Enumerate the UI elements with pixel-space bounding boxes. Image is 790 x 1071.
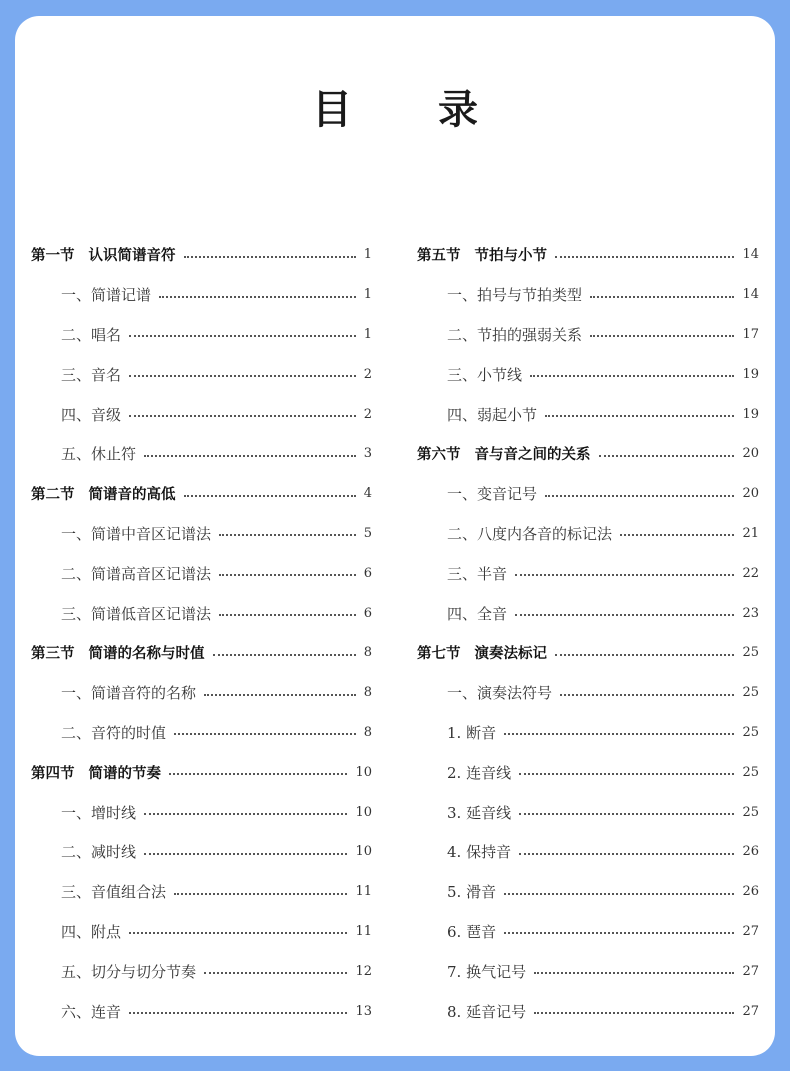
- toc-subsection-entry[interactable]: [31, 872, 372, 912]
- dot-leader: [169, 773, 347, 775]
- page-title: 目 录: [312, 87, 514, 133]
- toc-subsection-entry[interactable]: [31, 354, 372, 394]
- page-number: 25: [742, 764, 759, 780]
- toc-subsection-entry[interactable]: [31, 394, 372, 434]
- entry-title: 4. 保持音: [447, 843, 512, 862]
- toc-subsection-entry[interactable]: [31, 713, 372, 753]
- page-number: 10: [355, 764, 372, 780]
- dot-leader: [219, 534, 356, 536]
- entry-title: 7. 换气记号: [447, 962, 527, 981]
- dot-leader: [555, 654, 734, 656]
- page-number: 11: [355, 923, 372, 939]
- page-number: 13: [355, 1003, 372, 1019]
- dot-leader: [129, 335, 356, 337]
- dot-leader: [144, 455, 356, 457]
- dot-leader: [599, 455, 735, 457]
- toc-subsection-entry[interactable]: [31, 514, 372, 554]
- toc-subsection-entry[interactable]: [31, 951, 372, 991]
- entry-title: 三、音值组合法: [61, 883, 167, 902]
- dot-leader: [545, 415, 734, 417]
- page-number: 1: [363, 287, 372, 303]
- toc-section-entry[interactable]: [31, 752, 372, 792]
- entry-title: 二、唱名: [61, 325, 122, 344]
- toc-left-column: [31, 235, 372, 1031]
- entry-title: 二、减时线: [61, 843, 137, 862]
- page-number: 21: [742, 525, 759, 541]
- entry-title: 演奏法标记: [474, 646, 547, 663]
- toc-section-entry[interactable]: [31, 633, 372, 673]
- page-number: 17: [742, 326, 759, 342]
- entry-title: 二、八度内各音的标记法: [447, 524, 613, 543]
- page-number: 1: [363, 326, 372, 342]
- dot-leader: [534, 972, 734, 974]
- entry-title: 一、增时线: [61, 803, 137, 822]
- page-number: 25: [742, 685, 759, 701]
- dot-leader: [144, 813, 347, 815]
- entry-title: 三、半音: [447, 564, 508, 583]
- dot-leader: [515, 614, 734, 616]
- section-number: 第六节: [417, 447, 461, 464]
- page-number: 14: [742, 247, 759, 263]
- entry-title: 8. 延音记号: [447, 1002, 527, 1021]
- toc-subsection-entry[interactable]: [31, 553, 372, 593]
- dot-leader: [129, 932, 347, 934]
- toc-right-column: [417, 235, 759, 1031]
- dot-leader: [545, 495, 734, 497]
- toc-subsection-entry[interactable]: [417, 553, 759, 593]
- toc-subsection-entry[interactable]: [31, 991, 372, 1031]
- entry-title: 一、演奏法符号: [447, 684, 553, 703]
- page-number: 11: [355, 884, 372, 900]
- toc-page: [15, 16, 775, 1056]
- page-number: 27: [742, 923, 759, 939]
- entry-title: 5. 滑音: [447, 883, 497, 902]
- page-number: 20: [742, 486, 759, 502]
- page-number: 23: [742, 605, 759, 621]
- page-number: 2: [363, 406, 372, 422]
- section-number: 第一节: [31, 248, 75, 265]
- page-number: 25: [742, 804, 759, 820]
- entry-title: 认识简谱音符: [88, 248, 176, 265]
- entry-title: 四、弱起小节: [447, 405, 538, 424]
- toc-subsection-entry[interactable]: [31, 593, 372, 633]
- page-number: 3: [363, 446, 372, 462]
- page-number: 6: [363, 605, 372, 621]
- toc-subsection-entry[interactable]: [31, 792, 372, 832]
- toc-subsection-entry[interactable]: [417, 912, 759, 952]
- dot-leader: [590, 335, 734, 337]
- dot-leader: [159, 296, 356, 298]
- dot-leader: [590, 296, 734, 298]
- toc-subsection-entry[interactable]: [417, 872, 759, 912]
- dot-leader: [184, 495, 356, 497]
- toc-section-entry[interactable]: [31, 474, 372, 514]
- page-number: 27: [742, 963, 759, 979]
- toc-subsection-entry[interactable]: [31, 673, 372, 713]
- page-number: 10: [355, 844, 372, 860]
- page-number: 1: [363, 247, 372, 263]
- section-number: 第五节: [417, 248, 461, 265]
- toc-subsection-entry[interactable]: [417, 673, 759, 713]
- entry-title: 6. 琶音: [447, 922, 497, 941]
- toc-section-entry[interactable]: [31, 235, 372, 275]
- dot-leader: [129, 415, 356, 417]
- toc-subsection-entry[interactable]: [31, 912, 372, 952]
- page-number: 2: [363, 366, 372, 382]
- entry-title: 五、切分与切分节奏: [61, 962, 197, 981]
- page-number: 8: [363, 645, 372, 661]
- toc-section-entry[interactable]: [417, 434, 759, 474]
- entry-title: 简谱的节奏: [88, 765, 161, 782]
- dot-leader: [504, 733, 734, 735]
- toc-subsection-entry[interactable]: [417, 394, 759, 434]
- dot-leader: [174, 733, 356, 735]
- page-number: 8: [363, 685, 372, 701]
- entry-title: 音与音之间的关系: [474, 447, 591, 464]
- toc-subsection-entry[interactable]: [417, 354, 759, 394]
- page-number: 5: [363, 525, 372, 541]
- section-number: 第四节: [31, 765, 75, 782]
- entry-title: 六、连音: [61, 1002, 122, 1021]
- dot-leader: [174, 893, 347, 895]
- entry-title: 五、休止符: [61, 445, 137, 464]
- toc-subsection-entry[interactable]: [31, 315, 372, 355]
- entry-title: 二、节拍的强弱关系: [447, 325, 583, 344]
- toc-subsection-entry[interactable]: [417, 593, 759, 633]
- dot-leader: [144, 853, 347, 855]
- dot-leader: [519, 853, 734, 855]
- page-number: 26: [742, 884, 759, 900]
- page-number: 25: [742, 724, 759, 740]
- entry-title: 2. 连音线: [447, 763, 512, 782]
- toc-subsection-entry[interactable]: [417, 275, 759, 315]
- toc-subsection-entry[interactable]: [417, 752, 759, 792]
- page-number: 14: [742, 287, 759, 303]
- entry-title: 二、音符的时值: [61, 723, 167, 742]
- dot-leader: [129, 375, 356, 377]
- toc-subsection-entry[interactable]: [417, 792, 759, 832]
- entry-title: 三、音名: [61, 365, 122, 384]
- toc-subsection-entry[interactable]: [417, 713, 759, 753]
- page-number: 22: [742, 565, 759, 581]
- entry-title: 四、音级: [61, 405, 122, 424]
- entry-title: 1. 断音: [447, 723, 497, 742]
- dot-leader: [129, 1012, 347, 1014]
- page-number: 4: [363, 486, 372, 502]
- entry-title: 一、简谱记谱: [61, 286, 152, 305]
- toc-section-entry[interactable]: [417, 235, 759, 275]
- page-number: 20: [742, 446, 759, 462]
- entry-title: 一、简谱音符的名称: [61, 684, 197, 703]
- entry-title: 三、小节线: [447, 365, 523, 384]
- page-number: 26: [742, 844, 759, 860]
- page-number: 8: [363, 724, 372, 740]
- toc-subsection-entry[interactable]: [31, 434, 372, 474]
- section-number: 第三节: [31, 646, 75, 663]
- toc-subsection-entry[interactable]: [417, 951, 759, 991]
- entry-title: 一、简谱中音区记谱法: [61, 524, 212, 543]
- dot-leader: [213, 654, 356, 656]
- dot-leader: [534, 1012, 734, 1014]
- toc-section-entry[interactable]: [417, 633, 759, 673]
- entry-title: 简谱的名称与时值: [88, 646, 205, 663]
- entry-title: 二、简谱高音区记谱法: [61, 564, 212, 583]
- section-number: 第七节: [417, 646, 461, 663]
- dot-leader: [519, 773, 734, 775]
- page-number: 27: [742, 1003, 759, 1019]
- page-number: 10: [355, 804, 372, 820]
- dot-leader: [204, 972, 347, 974]
- dot-leader: [519, 813, 734, 815]
- dot-leader: [555, 256, 734, 258]
- entry-title: 四、附点: [61, 922, 122, 941]
- page-number: 19: [742, 406, 759, 422]
- dot-leader: [219, 614, 356, 616]
- page-number: 6: [363, 565, 372, 581]
- entry-title: 一、拍号与节拍类型: [447, 286, 583, 305]
- page-number: 25: [742, 645, 759, 661]
- dot-leader: [530, 375, 734, 377]
- toc-subsection-entry[interactable]: [417, 315, 759, 355]
- toc-subsection-entry[interactable]: [417, 514, 759, 554]
- toc-subsection-entry[interactable]: [31, 275, 372, 315]
- entry-title: 一、变音记号: [447, 485, 538, 504]
- page-number: 12: [355, 963, 372, 979]
- toc-subsection-entry[interactable]: [417, 991, 759, 1031]
- section-number: 第二节: [31, 487, 75, 504]
- dot-leader: [620, 534, 734, 536]
- page-number: 19: [742, 366, 759, 382]
- dot-leader: [504, 893, 734, 895]
- entry-title: 节拍与小节: [474, 248, 547, 265]
- dot-leader: [184, 256, 356, 258]
- toc-subsection-entry[interactable]: [417, 474, 759, 514]
- dot-leader: [515, 574, 734, 576]
- entry-title: 简谱音的高低: [88, 487, 176, 504]
- dot-leader: [204, 694, 356, 696]
- dot-leader: [504, 932, 734, 934]
- entry-title: 3. 延音线: [447, 803, 512, 822]
- entry-title: 四、全音: [447, 604, 508, 623]
- dot-leader: [560, 694, 734, 696]
- toc-subsection-entry[interactable]: [417, 832, 759, 872]
- toc-subsection-entry[interactable]: [31, 832, 372, 872]
- entry-title: 三、简谱低音区记谱法: [61, 604, 212, 623]
- dot-leader: [219, 574, 356, 576]
